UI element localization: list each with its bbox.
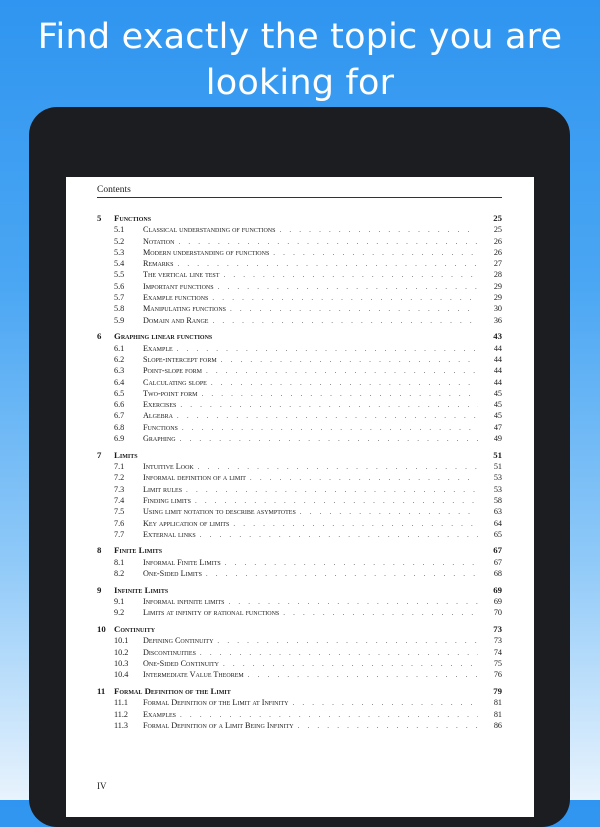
dot-leader (230, 304, 478, 315)
section-title: Manipulating functions (143, 304, 226, 314)
dot-leader (180, 400, 478, 411)
dot-leader (223, 270, 478, 281)
toc-section-entry[interactable] (97, 343, 502, 354)
chapter-title: Formal Definition of the Limit (114, 685, 231, 696)
dot-leader (292, 698, 478, 709)
section-number: 6.3 (114, 366, 125, 376)
section-title: Algebra (143, 411, 173, 421)
dot-leader (180, 434, 478, 445)
section-page: 58 (493, 495, 502, 505)
toc-chapter (97, 585, 502, 619)
page-number-footer: IV (97, 781, 107, 791)
section-page: 30 (493, 304, 502, 314)
section-number: 6.5 (114, 388, 125, 398)
toc-chapter-entry[interactable] (97, 686, 502, 697)
section-title: Discontinuities (143, 647, 196, 657)
section-page: 70 (493, 608, 502, 618)
toc-section-entry[interactable] (97, 410, 502, 421)
toc-section-entry[interactable] (97, 422, 502, 433)
dot-leader (177, 259, 478, 270)
section-number: 6.1 (114, 343, 125, 353)
section-number: 7.6 (114, 518, 125, 528)
dot-leader (200, 648, 478, 659)
chapter-title: Finite Limits (114, 545, 163, 556)
section-number: 11.2 (114, 709, 129, 719)
toc-section-entry[interactable] (97, 472, 502, 483)
section-page: 44 (493, 377, 502, 387)
section-title: Slope-intercept form (143, 354, 217, 364)
toc-section-entry[interactable] (97, 247, 502, 258)
toc-section-entry[interactable] (97, 658, 502, 669)
toc-section-entry[interactable] (97, 315, 502, 326)
section-number: 5.5 (114, 270, 125, 280)
section-title: Intermediate Value Theorem (143, 670, 244, 680)
toc-section-entry[interactable] (97, 377, 502, 388)
toc-section-entry[interactable] (97, 236, 502, 247)
toc-section-entry[interactable] (97, 647, 502, 658)
section-title: Domain and Range (143, 315, 209, 325)
chapter-title: Limits (114, 449, 138, 460)
dot-leader (212, 293, 478, 304)
section-page: 49 (493, 434, 502, 444)
section-number: 6.9 (114, 434, 125, 444)
chapter-number: 7 (97, 449, 102, 460)
dot-leader (283, 608, 478, 619)
section-title: Graphing (143, 434, 176, 444)
chapter-title: Functions (114, 213, 152, 223)
toc-section-entry[interactable] (97, 292, 502, 303)
section-title: Informal Finite Limits (143, 557, 221, 567)
section-title: Formal Definition of the Limit at Infinity (143, 698, 289, 708)
toc-chapter (97, 450, 502, 540)
toc-section-entry[interactable] (97, 568, 502, 579)
toc-section-entry[interactable] (97, 495, 502, 506)
dot-leader (248, 670, 478, 681)
toc-chapter (97, 545, 502, 579)
chapter-title: Infinite Limits (114, 584, 169, 595)
dot-leader (182, 423, 478, 434)
toc-section-entry[interactable] (97, 258, 502, 269)
toc-section-entry[interactable] (97, 269, 502, 280)
section-page: 75 (493, 658, 502, 668)
section-title: Example (143, 343, 173, 353)
chapter-page: 25 (493, 213, 502, 223)
chapter-number: 5 (97, 213, 102, 223)
section-page: 45 (493, 388, 502, 398)
toc-section-entry[interactable] (97, 557, 502, 568)
toc-section-entry[interactable] (97, 518, 502, 529)
section-page: 44 (493, 343, 502, 353)
section-page: 45 (493, 400, 502, 410)
section-page: 74 (493, 647, 502, 657)
dot-leader (206, 366, 478, 377)
chapter-number: 8 (97, 545, 102, 556)
toc-chapter-entry[interactable] (97, 331, 502, 342)
dot-leader (300, 507, 478, 518)
dot-leader (186, 485, 478, 496)
chapter-number: 6 (97, 331, 102, 342)
section-number: 6.6 (114, 400, 125, 410)
section-number: 8.1 (114, 557, 125, 567)
toc-chapter (97, 331, 502, 444)
section-page: 67 (493, 557, 502, 567)
toc-section-entry[interactable] (97, 697, 502, 708)
toc-section-entry[interactable] (97, 596, 502, 607)
dot-leader (273, 248, 478, 259)
section-page: 26 (493, 236, 502, 246)
chapter-title: Continuity (114, 624, 156, 635)
section-number: 9.2 (114, 608, 125, 618)
section-page: 27 (493, 259, 502, 269)
section-title: One-Sided Limits (143, 569, 202, 579)
section-title: Important functions (143, 281, 214, 291)
section-title: Informal definition of a limit (143, 473, 246, 483)
section-page: 81 (493, 698, 502, 708)
header-rule (97, 197, 502, 198)
toc-section-entry[interactable] (97, 635, 502, 646)
section-number: 6.7 (114, 411, 125, 421)
section-title: Functions (143, 422, 178, 432)
toc-section-entry[interactable] (97, 433, 502, 444)
toc-chapter (97, 213, 502, 326)
section-number: 9.1 (114, 597, 125, 607)
section-number: 10.3 (114, 658, 129, 668)
section-number: 5.2 (114, 236, 125, 246)
chapter-number: 10 (97, 624, 106, 635)
section-title: Point-slope form (143, 366, 202, 376)
section-title: Key application of limits (143, 518, 230, 528)
section-number: 7.4 (114, 495, 125, 505)
chapter-page: 69 (493, 584, 502, 595)
toc-section-entry[interactable] (97, 669, 502, 680)
toc-chapter (97, 686, 502, 731)
dot-leader (212, 316, 478, 327)
chapter-page: 67 (493, 545, 502, 556)
section-page: 36 (493, 315, 502, 325)
section-page: 44 (493, 354, 502, 364)
section-number: 10.4 (114, 670, 129, 680)
section-page: 29 (493, 281, 502, 291)
toc-chapter-entry[interactable] (97, 545, 502, 556)
dot-leader (217, 636, 478, 647)
toc-chapter-entry[interactable] (97, 585, 502, 596)
section-number: 11.1 (114, 698, 129, 708)
promo-headline: Find exactly the topic you are looking for (37, 17, 563, 103)
toc-section-entry[interactable] (97, 281, 502, 292)
section-title: The vertical line test (143, 270, 220, 280)
table-of-contents (97, 213, 502, 737)
toc-section-entry[interactable] (97, 461, 502, 472)
chapter-number: 11 (97, 685, 106, 696)
toc-section-entry[interactable] (97, 484, 502, 495)
toc-section-entry[interactable] (97, 365, 502, 376)
section-number: 6.2 (114, 354, 125, 364)
dot-leader (250, 473, 478, 484)
toc-chapter (97, 624, 502, 680)
section-title: Remarks (143, 259, 174, 269)
dot-leader (298, 721, 478, 732)
dot-leader (218, 282, 478, 293)
section-title: External links (143, 529, 196, 539)
running-head: Contents (97, 185, 131, 195)
dot-leader (223, 659, 478, 670)
section-page: 76 (493, 670, 502, 680)
dot-leader (177, 411, 478, 422)
section-page: 26 (493, 247, 502, 257)
section-page: 25 (493, 225, 502, 235)
toc-section-entry[interactable] (97, 388, 502, 399)
section-page: 86 (493, 720, 502, 730)
section-page: 65 (493, 529, 502, 539)
section-page: 47 (493, 422, 502, 432)
section-number: 7.5 (114, 507, 125, 517)
section-number: 5.7 (114, 293, 125, 303)
section-title: Using limit notation to describe asymptotes (143, 507, 296, 517)
section-title: Modern understanding of functions (143, 247, 270, 257)
chapter-page: 51 (493, 449, 502, 460)
section-page: 73 (493, 636, 502, 646)
chapter-page: 73 (493, 624, 502, 635)
section-page: 28 (493, 270, 502, 280)
toc-section-entry[interactable] (97, 354, 502, 365)
dot-leader (177, 344, 478, 355)
section-number: 5.3 (114, 247, 125, 257)
toc-chapter-entry[interactable] (97, 624, 502, 635)
toc-chapter-entry[interactable] (97, 450, 502, 461)
section-page: 64 (493, 518, 502, 528)
section-number: 6.4 (114, 377, 125, 387)
toc-section-entry[interactable] (97, 720, 502, 731)
section-number: 7.2 (114, 473, 125, 483)
section-title: Limits at infinity of rational functions (143, 608, 280, 618)
section-title: Examples (143, 709, 177, 719)
section-title: Finding limits (143, 495, 191, 505)
dot-leader (201, 389, 478, 400)
section-title: One-Sided Continuity (143, 658, 220, 668)
toc-section-entry[interactable] (97, 506, 502, 517)
dot-leader (225, 558, 478, 569)
section-title: Exercises (143, 400, 177, 410)
section-page: 69 (493, 597, 502, 607)
toc-chapter-entry[interactable] (97, 213, 502, 224)
section-number: 8.2 (114, 569, 125, 579)
section-title: Calculating slope (143, 377, 207, 387)
section-title: Limit rules (143, 484, 183, 494)
section-title: Two-point form (143, 388, 198, 398)
dot-leader (279, 225, 478, 236)
section-title: Intuitive Look (143, 462, 194, 472)
section-page: 68 (493, 569, 502, 579)
chapter-page: 79 (493, 685, 502, 696)
section-title: Informal infinite limits (143, 597, 225, 607)
toc-section-entry[interactable] (97, 399, 502, 410)
toc-section-entry[interactable] (97, 224, 502, 235)
dot-leader (200, 530, 478, 541)
section-page: 53 (493, 473, 502, 483)
section-page: 45 (493, 411, 502, 421)
section-number: 7.1 (114, 462, 125, 472)
section-page: 51 (493, 462, 502, 472)
section-number: 7.3 (114, 484, 125, 494)
section-title: Defining Continuity (143, 636, 214, 646)
section-number: 11.3 (114, 720, 129, 730)
section-title: Notation (143, 236, 175, 246)
section-number: 10.1 (114, 636, 129, 646)
section-title: Classical understanding of functions (143, 225, 276, 235)
toc-section-entry[interactable] (97, 709, 502, 720)
document-page[interactable] (66, 177, 534, 817)
section-number: 5.6 (114, 281, 125, 291)
section-page: 63 (493, 507, 502, 517)
section-page: 44 (493, 366, 502, 376)
section-title: Formal Definition of a Limit Being Infinity (143, 720, 294, 730)
section-number: 5.8 (114, 304, 125, 314)
section-page: 53 (493, 484, 502, 494)
section-number: 5.4 (114, 259, 125, 269)
dot-leader (233, 519, 478, 530)
section-page: 29 (493, 293, 502, 303)
dot-leader (206, 569, 478, 580)
chapter-number: 9 (97, 584, 102, 595)
toc-section-entry[interactable] (97, 607, 502, 618)
section-number: 5.9 (114, 315, 125, 325)
section-title: Example functions (143, 293, 209, 303)
section-page: 81 (493, 709, 502, 719)
dot-leader (211, 378, 478, 389)
section-number: 5.1 (114, 225, 125, 235)
section-number: 10.2 (114, 647, 129, 657)
section-number: 6.8 (114, 422, 125, 432)
dot-leader (221, 355, 478, 366)
toc-section-entry[interactable] (97, 303, 502, 314)
chapter-page: 43 (493, 331, 502, 342)
section-number: 7.7 (114, 529, 125, 539)
toc-section-entry[interactable] (97, 529, 502, 540)
chapter-title: Graphing linear functions (114, 331, 213, 342)
